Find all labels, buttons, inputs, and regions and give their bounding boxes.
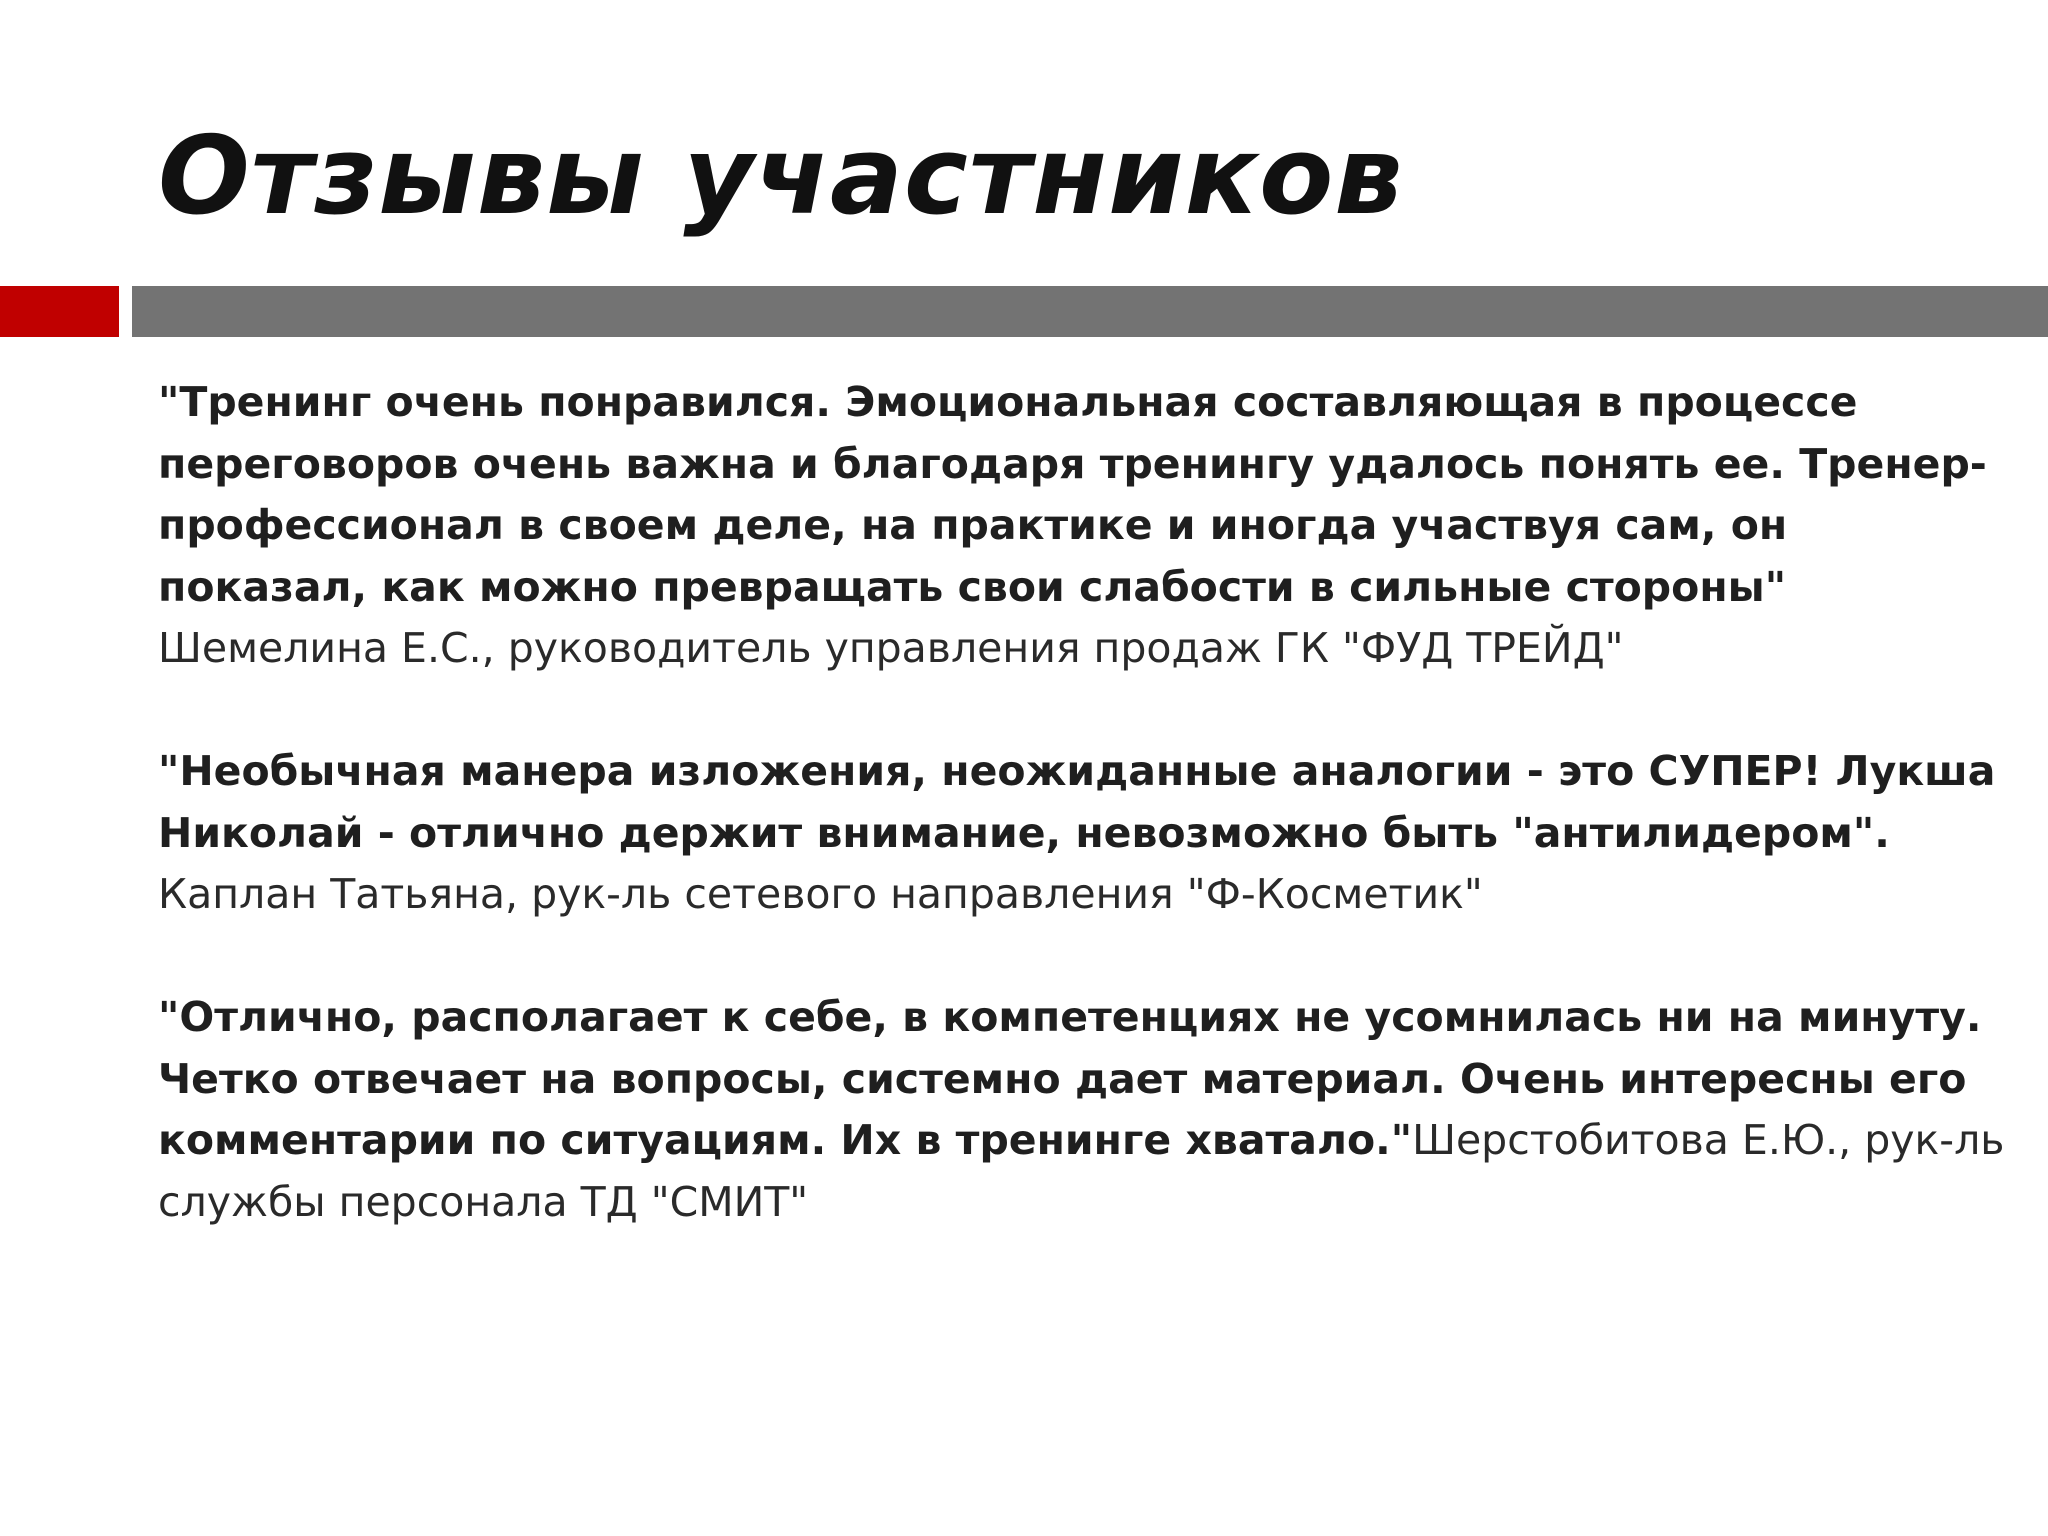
gray-divider-bar <box>132 286 2048 337</box>
testimonial-quote: "Тренинг очень понравился. Эмоциональная составляющая в процессе переговоров очень важна и благодаря тренингу удалось понять ее. Тренер-профессионал в своем деле, на практике и иногда участвуя сам, он показал, как можно превращать свои слабости в сильные стороны" <box>158 378 1987 611</box>
slide-title: Отзывы участников <box>158 114 1404 239</box>
testimonial-2 <box>158 741 2008 926</box>
testimonial-quote: "Необычная манера изложения, неожиданные аналогии - это СУПЕР! Лукша Николай - отлично держит внимание, невозможно быть "антилидером". <box>158 747 1996 857</box>
testimonial-author: Шерстобитова Е.Ю., рук-ль службы персонала ТД "СМИТ" <box>158 1116 2005 1226</box>
testimonial-author: Шемелина Е.С., руководитель управления продаж ГК "ФУД ТРЕЙД" <box>158 624 1624 672</box>
testimonial-author: Каплан Татьяна, рук-ль сетевого направления "Ф-Косметик" <box>158 808 1916 918</box>
testimonial-1 <box>158 372 2008 680</box>
testimonials-list <box>158 372 2008 1295</box>
red-accent-bar <box>0 286 119 337</box>
testimonial-quote: "Отлично, располагает к себе, в компетенциях не усомнилась ни на минуту. Четко отвечает на вопросы, системно дает материал. Очень интересны его комментарии по ситуациям. Их в тренинге хватало." <box>158 993 1982 1164</box>
testimonial-3 <box>158 987 2008 1233</box>
